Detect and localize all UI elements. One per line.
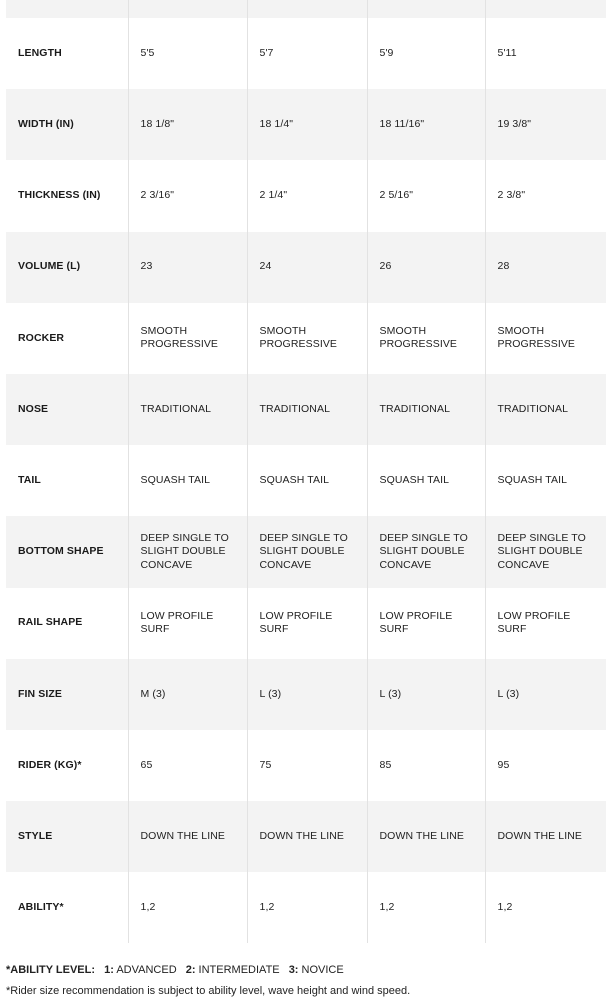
- spec-cell: TRADITIONAL: [247, 374, 367, 445]
- spec-cell: TRADITIONAL: [128, 374, 247, 445]
- spec-cell: 2 5/16": [367, 160, 485, 231]
- spec-cell: LOW PROFILE SURF: [128, 588, 247, 659]
- table-row: [6, 445, 606, 516]
- spec-cell: DOWN THE LINE: [128, 801, 247, 872]
- spec-cell: 95: [485, 730, 606, 801]
- spec-cell: 75: [247, 730, 367, 801]
- table-row: [6, 160, 606, 231]
- ability-level-legend: [6, 960, 612, 981]
- spec-cell: SMOOTH PROGRESSIVE: [128, 303, 247, 374]
- row-label: TAIL: [18, 473, 41, 486]
- table-row: [6, 801, 606, 872]
- spec-cell: TRADITIONAL: [367, 374, 485, 445]
- spec-cell: DEEP SINGLE TO SLIGHT DOUBLE CONCAVE: [128, 516, 247, 587]
- spec-cell: L (3): [247, 659, 367, 730]
- table-row: [6, 303, 606, 374]
- spec-cell: 1,2: [128, 872, 247, 943]
- row-label: VOLUME (L): [18, 260, 81, 273]
- column-divider: [367, 0, 368, 18]
- spec-cell: 26: [367, 232, 485, 303]
- spec-cell: SMOOTH PROGRESSIVE: [367, 303, 485, 374]
- spec-cell: 5'9: [367, 18, 485, 89]
- column-divider: [247, 0, 248, 18]
- row-label: THICKNESS (IN): [18, 189, 101, 202]
- spec-cell: DEEP SINGLE TO SLIGHT DOUBLE CONCAVE: [247, 516, 367, 587]
- spec-cell: 2 3/8": [485, 160, 606, 231]
- row-label: STYLE: [18, 829, 53, 842]
- spec-cell: LOW PROFILE SURF: [247, 588, 367, 659]
- spec-cell: 5'11: [485, 18, 606, 89]
- row-label: RIDER (KG)*: [18, 758, 82, 771]
- table-row: [6, 659, 606, 730]
- ability-level-number: 3:: [288, 964, 299, 976]
- spec-cell: 85: [367, 730, 485, 801]
- spec-cell: 19 3/8": [485, 89, 606, 160]
- row-label: WIDTH (IN): [18, 118, 74, 131]
- spec-cell: 1,2: [367, 872, 485, 943]
- column-divider: [128, 0, 129, 18]
- spec-cell: DEEP SINGLE TO SLIGHT DOUBLE CONCAVE: [367, 516, 485, 587]
- row-label: BOTTOM SHAPE: [18, 545, 104, 558]
- column-divider: [485, 0, 486, 18]
- row-label: NOSE: [18, 402, 49, 415]
- row-label: FIN SIZE: [18, 687, 62, 700]
- spec-cell: 1,2: [485, 872, 606, 943]
- spec-cell: DEEP SINGLE TO SLIGHT DOUBLE CONCAVE: [485, 516, 606, 587]
- spec-cell: 5'5: [128, 18, 247, 89]
- spec-cell: SQUASH TAIL: [247, 445, 367, 516]
- spec-cell: L (3): [485, 659, 606, 730]
- spec-cell: L (3): [367, 659, 485, 730]
- spec-table-body: [6, 18, 606, 943]
- spec-cell: DOWN THE LINE: [485, 801, 606, 872]
- row-label: RAIL SHAPE: [18, 616, 83, 629]
- ability-level-number: 2:: [185, 964, 196, 976]
- spec-cell: 18 11/16": [367, 89, 485, 160]
- spec-cell: SQUASH TAIL: [128, 445, 247, 516]
- spec-cell: 23: [128, 232, 247, 303]
- spec-cell: SQUASH TAIL: [367, 445, 485, 516]
- table-row: [6, 374, 606, 445]
- row-label: ABILITY*: [18, 901, 64, 914]
- spec-cell: LOW PROFILE SURF: [485, 588, 606, 659]
- spec-cell: SQUASH TAIL: [485, 445, 606, 516]
- table-row: [6, 232, 606, 303]
- spec-cell: 28: [485, 232, 606, 303]
- ability-level-name: INTERMEDIATE: [198, 964, 280, 976]
- table-row: [6, 730, 606, 801]
- ability-level-name: ADVANCED: [116, 964, 177, 976]
- spec-cell: 1,2: [247, 872, 367, 943]
- table-top-strip: [6, 0, 606, 18]
- spec-cell: DOWN THE LINE: [247, 801, 367, 872]
- spec-cell: 5'7: [247, 18, 367, 89]
- ability-level-number: 1:: [104, 964, 114, 976]
- board-spec-table: [6, 18, 606, 943]
- spec-cell: 65: [128, 730, 247, 801]
- ability-level-heading: *ABILITY LEVEL:: [6, 964, 96, 976]
- spec-cell: 2 1/4": [247, 160, 367, 231]
- spec-cell: 18 1/8": [128, 89, 247, 160]
- spec-cell: 2 3/16": [128, 160, 247, 231]
- table-row: [6, 516, 606, 587]
- spec-cell: LOW PROFILE SURF: [367, 588, 485, 659]
- rider-size-note: *Rider size recommendation is subject to ability level, wave height and wind speed.: [6, 985, 411, 997]
- spec-cell: SMOOTH PROGRESSIVE: [485, 303, 606, 374]
- spec-cell: TRADITIONAL: [485, 374, 606, 445]
- spec-cell: 24: [247, 232, 367, 303]
- row-label: ROCKER: [18, 331, 65, 344]
- spec-cell: DOWN THE LINE: [367, 801, 485, 872]
- table-row: [6, 18, 606, 89]
- table-row: [6, 872, 606, 943]
- row-label: LENGTH: [18, 46, 62, 59]
- table-row: [6, 89, 606, 160]
- table-row: [6, 588, 606, 659]
- spec-cell: M (3): [128, 659, 247, 730]
- spec-cell: SMOOTH PROGRESSIVE: [247, 303, 367, 374]
- spec-cell: 18 1/4": [247, 89, 367, 160]
- footnotes: [6, 960, 612, 1002]
- ability-level-name: NOVICE: [301, 964, 344, 976]
